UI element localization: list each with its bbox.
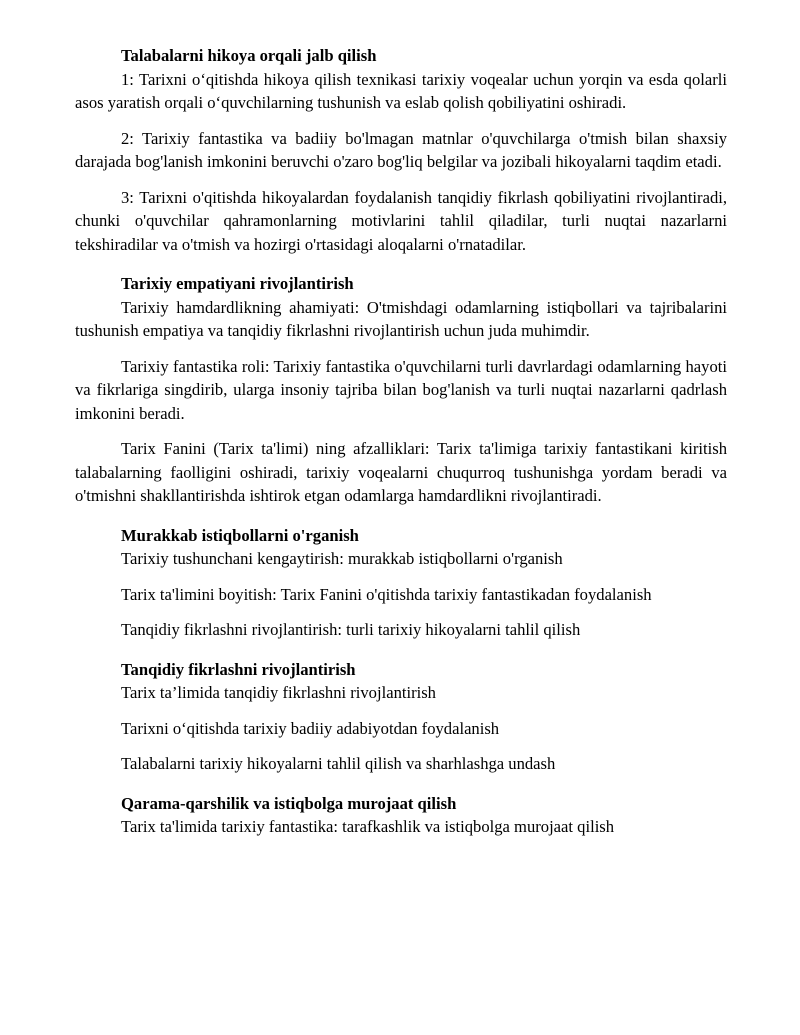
list-line: Tanqidiy fikrlashni rivojlantirish: turli tarixiy hikoyalarni tahlil qilish — [121, 620, 581, 639]
list-line: Tarix ta'limini boyitish: Tarix Fanini o'qitishda tarixiy fantastikadan foydalanish — [121, 584, 652, 604]
section-complex-perspectives — [75, 524, 727, 642]
section-heading: Talabalarni hikoya orqali jalb qilish — [121, 46, 377, 65]
paragraph: 1: Tarixni oʻqitishda hikoya qilish texnikasi tarixiy voqealar uchun yorqin va esda qolarli asos yaratish orqali oʻquvchilarning tushunish va eslab qolish qobiliyatini oshiradi. — [75, 69, 727, 112]
list-line: Talabalarni tarixiy hikoyalarni tahlil qilish va sharhlashga undash — [121, 754, 556, 773]
section-empathy — [75, 272, 727, 508]
list-line: Tarixni oʻqitishda tarixiy badiiy adabiyotdan foydalanish — [121, 718, 500, 738]
paragraph: Tarixiy hamdardlikning ahamiyati: O'tmishdagi odamlarning istiqbollari va tajribalarini tushunish empatiya va tanqidiy fikrlashni rivojlantirish uchun juda muhimdir. — [75, 297, 727, 340]
section-heading: Tanqidiy fikrlashni rivojlantirish — [121, 659, 356, 679]
section-gap — [75, 508, 727, 524]
section-heading: Murakkab istiqbollarni o'rganish — [121, 525, 359, 545]
document-page — [75, 44, 727, 839]
section-gap — [75, 256, 727, 272]
list-line: Tarix ta’limida tanqidiy fikrlashni rivojlantirish — [121, 683, 436, 702]
paragraph: Tarix Fanini (Tarix ta'limi) ning afzalliklari: Tarix ta'limiga tarixiy fantastikani kiritish talabalarning faolligini oshiradi, tarixiy voqealarni chuqurroq tushunishga yordam beradi va o'tmishni shakllantirishda ishtirok etgan odamlarga hamdardlikni rivojlantiradi. — [75, 439, 727, 505]
paragraph: 3: Tarixni o'qitishda hikoyalardan foydalanish tanqidiy fikrlash qobiliyatini rivojlantiradi, chunki o'quvchilar qahramonlarning motivlarini tahlil qiladilar, turli nuqtai nazarlarni tekshiradilar va o'tmish va hozirgi o'rtasidagi aloqalarni o'rnatadilar. — [75, 187, 727, 254]
list-line: Tarix ta'limida tarixiy fantastika: tarafkashlik va istiqbolga murojaat qilish — [121, 817, 615, 836]
section-gap — [75, 642, 727, 658]
section-critical-thinking — [75, 658, 727, 776]
section-heading: Tarixiy empatiyani rivojlantirish — [121, 274, 354, 293]
paragraph: 2: Tarixiy fantastika va badiiy bo'lmagan matnlar o'quvchilarga o'tmish bilan shaxsiy darajada bog'lanish imkonini beruvchi o'zaro bog'liq belgilar va jozibali hikoyalarni taqdim etadi. — [75, 128, 727, 171]
section-storytelling — [75, 44, 727, 256]
paragraph: Tarixiy fantastika roli: Tarixiy fantastika o'quvchilarni turli davrlardagi odamlarning hayoti va fikrlariga singdirib, ularga insoniy tajriba bilan bog'lanish va turli nuqtai nazarlarni qadrlash imkonini beradi. — [75, 356, 727, 423]
section-heading: Qarama-qarshilik va istiqbolga murojaat qilish — [121, 793, 457, 813]
list-line: Tarixiy tushunchani kengaytirish: murakkab istiqbollarni o'rganish — [121, 549, 563, 568]
section-gap — [75, 776, 727, 792]
section-bias-perspective — [75, 792, 727, 839]
